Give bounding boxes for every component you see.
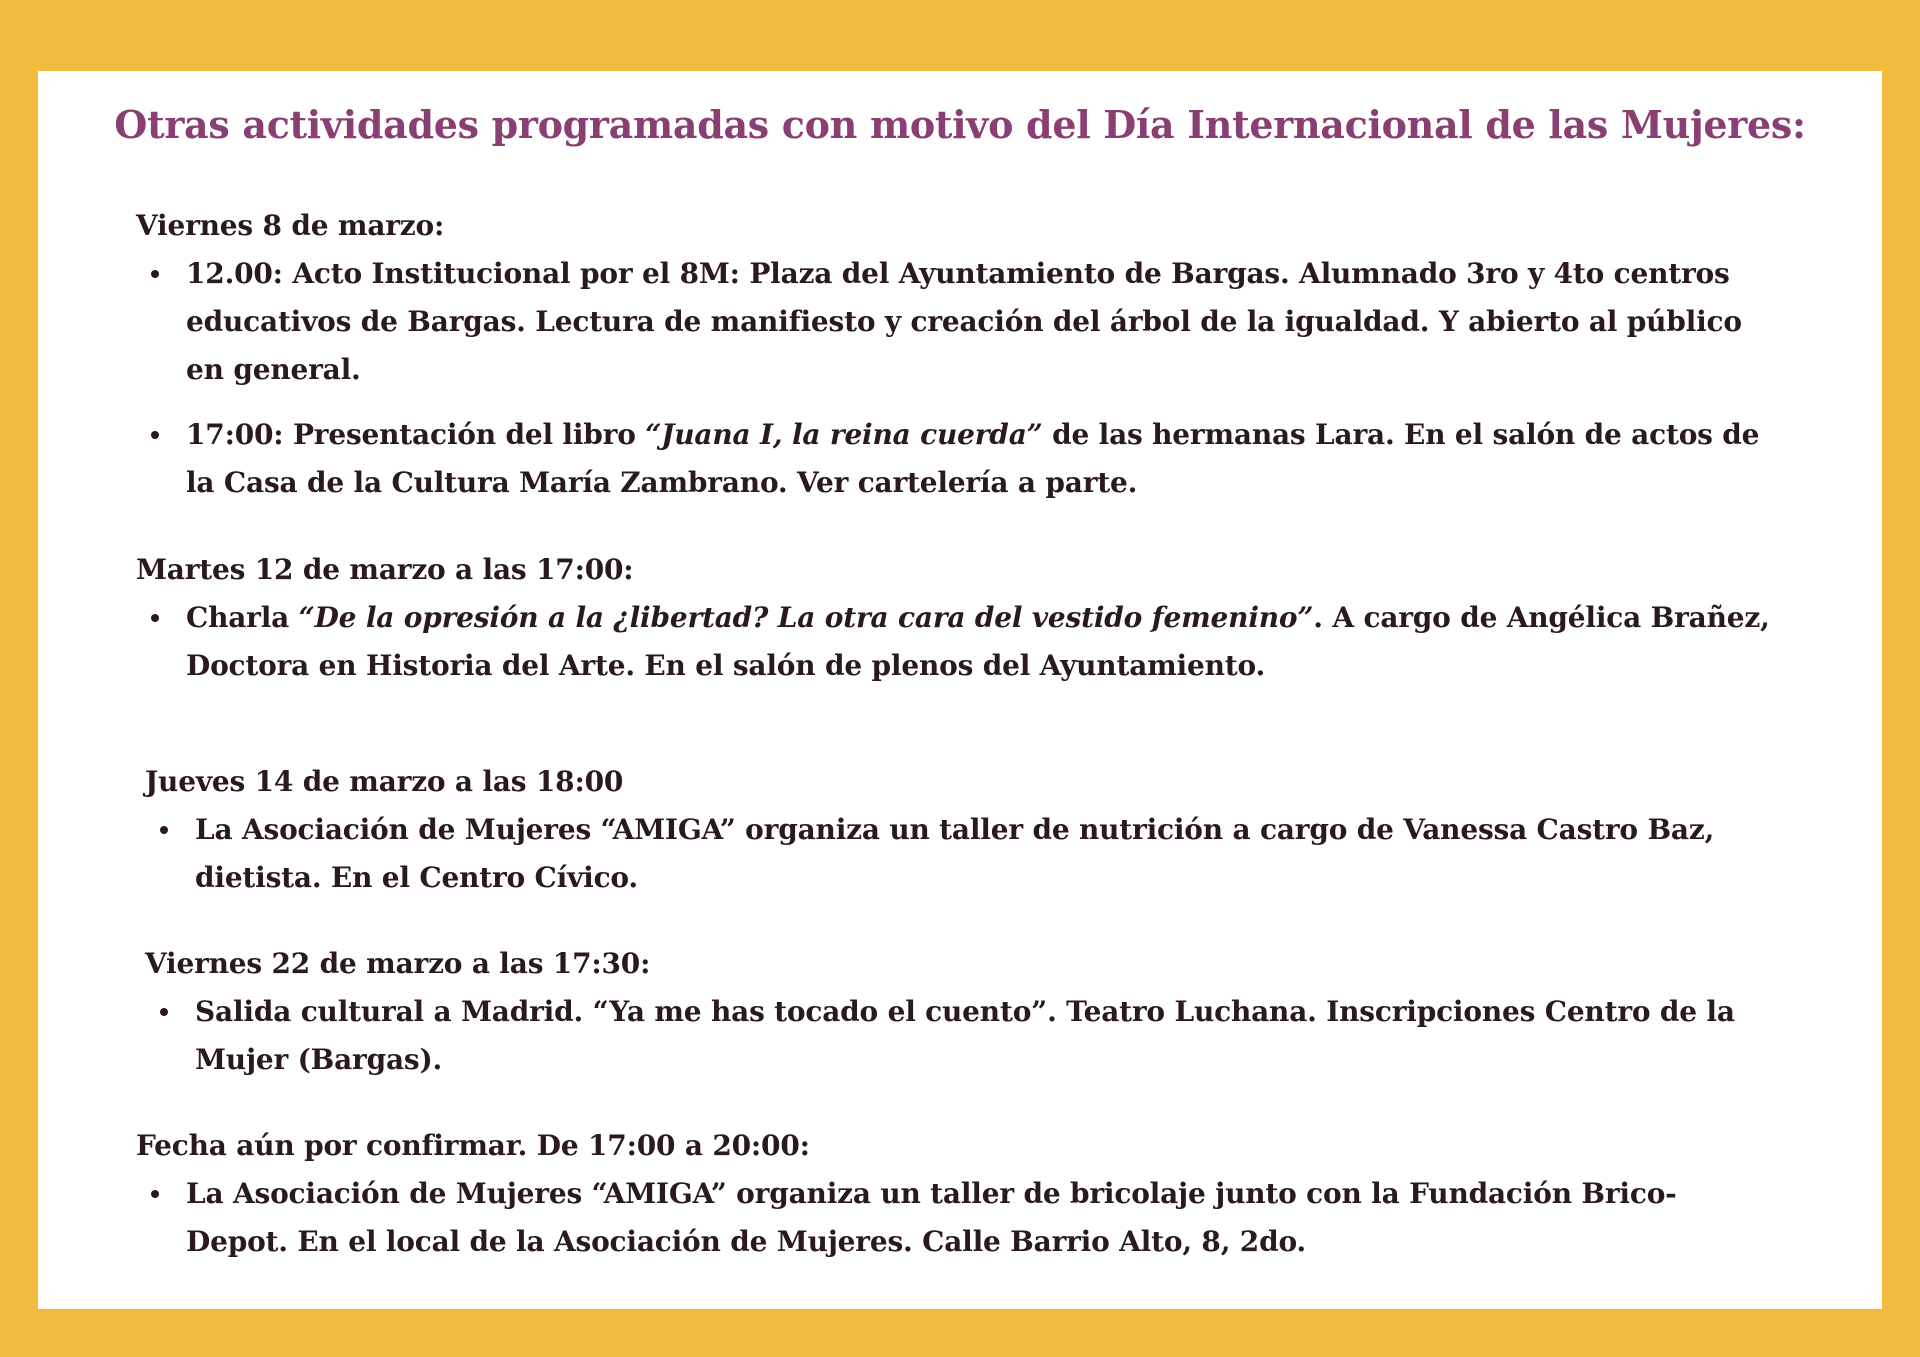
section-fecha-por-confirmar bbox=[136, 1122, 1776, 1266]
event-item bbox=[136, 411, 1776, 507]
section-heading: Viernes 22 de marzo a las 17:30: bbox=[145, 947, 651, 980]
book-title: “Juana I, la reina cuerda” bbox=[645, 418, 1043, 451]
event-item bbox=[136, 1170, 1776, 1266]
event-text-lead: Charla bbox=[186, 601, 299, 634]
event-text-tail: . A cargo de Angélica Brañez, Doctora en Historia del Arte. En el salón de plenos del Ayuntamiento. bbox=[186, 601, 1770, 682]
section-heading: Fecha aún por confirmar. De 17:00 a 20:00: bbox=[136, 1129, 810, 1162]
event-text-tail: de las hermanas Lara. En el salón de actos de la Casa de la Cultura María Zambrano. Ver cartelería a parte. bbox=[186, 418, 1760, 499]
section-heading: Jueves 14 de marzo a las 18:00 bbox=[145, 765, 624, 798]
event-item bbox=[136, 250, 1776, 394]
event-text: 12.00: Acto Institucional por el 8M: Plaza del Ayuntamiento de Bargas. Alumnado 3ro y 4to centros educativos de Bargas. Lectura de manifiesto y creación del árbol de la igualdad. Y abierto al público en general. bbox=[186, 257, 1742, 386]
section-martes-12-marzo bbox=[136, 546, 1776, 690]
event-list bbox=[136, 250, 1776, 507]
page-title: Otras actividades programadas con motivo del Día Internacional de las Mujeres: bbox=[114, 102, 1806, 147]
event-item bbox=[145, 806, 1795, 902]
section-jueves-14-marzo bbox=[145, 758, 1795, 902]
section-viernes-8-marzo bbox=[136, 202, 1776, 507]
event-text: La Asociación de Mujeres “AMIGA” organiza un taller de bricolaje junto con la Fundación Brico-Depot. En el local de la Asociación de Mujeres. Calle Barrio Alto, 8, 2do. bbox=[186, 1177, 1677, 1258]
event-list bbox=[136, 594, 1776, 690]
section-heading: Viernes 8 de marzo: bbox=[136, 209, 445, 242]
event-list bbox=[145, 988, 1765, 1084]
section-viernes-22-marzo bbox=[145, 940, 1765, 1084]
event-list bbox=[136, 1170, 1776, 1266]
talk-title: “De la opresión a la ¿libertad? La otra cara del vestido femenino” bbox=[298, 601, 1314, 634]
section-heading: Martes 12 de marzo a las 17:00: bbox=[136, 553, 634, 586]
event-item bbox=[145, 988, 1765, 1084]
event-text: La Asociación de Mujeres “AMIGA” organiza un taller de nutrición a cargo de Vanessa Castro Baz, dietista. En el Centro Cívico. bbox=[195, 813, 1715, 894]
event-text-lead: 17:00: Presentación del libro bbox=[186, 418, 646, 451]
event-text: Salida cultural a Madrid. “Ya me has tocado el cuento”. Teatro Luchana. Inscripciones Centro de la Mujer (Bargas). bbox=[195, 995, 1735, 1076]
event-item bbox=[136, 594, 1776, 690]
event-list bbox=[145, 806, 1795, 902]
